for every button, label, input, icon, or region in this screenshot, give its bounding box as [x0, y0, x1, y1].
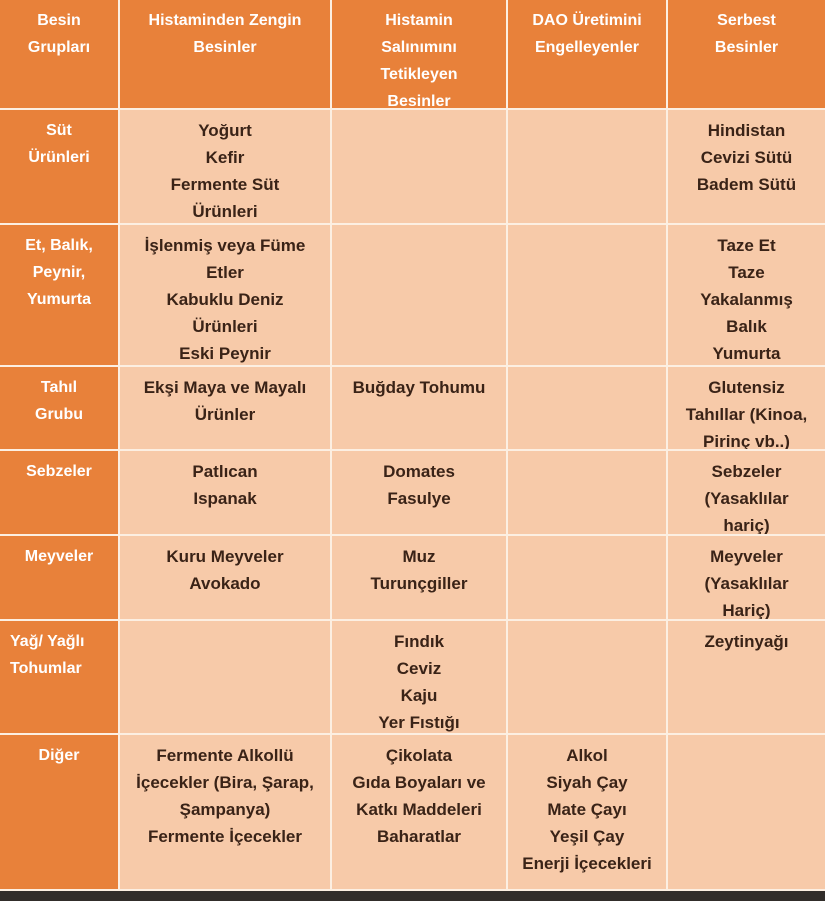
body-cell-row3-col3 — [332, 367, 508, 451]
cell-line: Çikolata — [385, 746, 453, 765]
body-cell-row2-col3 — [332, 225, 508, 367]
cell-line: Ceviz — [396, 659, 442, 678]
body-cell-row4-col5 — [668, 451, 825, 536]
cell-line: Kefir — [205, 148, 245, 167]
cell-line: Kaju — [400, 686, 438, 705]
cell-line: Grupları — [27, 39, 91, 56]
group-cell-row3 — [0, 367, 120, 451]
body-cell-row7-col2 — [120, 735, 332, 891]
table-bottom-edge — [0, 891, 825, 901]
cell-line: Eski Peynir — [179, 344, 271, 363]
cell-line: Cevizi Sütü — [700, 148, 793, 167]
body-cell-row1-col2 — [120, 110, 332, 225]
cell-line: Ürünleri — [192, 317, 258, 336]
group-cell-row6 — [0, 621, 120, 735]
cell-line: Sebzeler — [711, 462, 782, 481]
cell-line: Kabuklu Deniz — [166, 290, 284, 309]
cell-line: Fermente Alkollü — [156, 746, 294, 765]
cell-line: Mate Çayı — [547, 800, 627, 819]
body-cell-row5-col4 — [508, 536, 668, 621]
cell-line: DAO Üretimini — [532, 12, 642, 29]
cell-line: Besinler — [193, 39, 257, 56]
cell-line: Patlıcan — [192, 462, 258, 481]
cell-line: Ürünleri — [28, 149, 90, 166]
cell-line: Zeytinyağı — [704, 632, 789, 651]
cell-line: Peynir, — [32, 264, 86, 281]
group-cell-row7 — [0, 735, 120, 891]
cell-line: (Yasaklılar — [704, 574, 789, 593]
cell-line: Şampanya) — [179, 800, 271, 819]
cell-line: Yer Fıstığı — [378, 713, 460, 732]
cell-line: Süt — [46, 122, 72, 139]
cell-line: Besin — [37, 12, 81, 29]
cell-line: Badem Sütü — [696, 175, 797, 194]
group-cell-row1 — [0, 110, 120, 225]
body-cell-row3-col4 — [508, 367, 668, 451]
cell-line: Yeşil Çay — [549, 827, 625, 846]
body-cell-row7-col4 — [508, 735, 668, 891]
cell-line: Baharatlar — [376, 827, 462, 846]
cell-line: Tahıl — [40, 379, 78, 396]
body-cell-row4-col4 — [508, 451, 668, 536]
header-cell-col5 — [668, 0, 825, 110]
cell-line: Domates — [383, 462, 455, 481]
cell-line: Yağ/ Yağlı — [10, 633, 85, 650]
body-cell-row2-col4 — [508, 225, 668, 367]
body-cell-row3-col2 — [120, 367, 332, 451]
cell-line: Ekşi Maya ve Mayalı — [143, 378, 307, 397]
cell-line: Glutensiz — [708, 378, 785, 397]
cell-line: Katkı Maddeleri — [356, 800, 482, 819]
cell-line: Gıda Boyaları ve — [352, 773, 486, 792]
body-cell-row1-col4 — [508, 110, 668, 225]
cell-line: Turunçgiller — [370, 574, 468, 593]
body-cell-row2-col5 — [668, 225, 825, 367]
body-cell-row4-col3 — [332, 451, 508, 536]
cell-line: Avokado — [189, 574, 261, 593]
cell-line: Ispanak — [193, 489, 257, 508]
cell-line: Meyveler — [710, 547, 783, 566]
cell-line: Siyah Çay — [546, 773, 628, 792]
cell-line: Salınımını — [381, 39, 457, 56]
cell-line: Fermente Süt — [170, 175, 280, 194]
header-cell-col1 — [0, 0, 120, 110]
cell-line: Fasulye — [387, 489, 451, 508]
cell-line: Tahıllar (Kinoa, — [685, 405, 808, 424]
cell-line: Tohumlar — [10, 660, 82, 677]
cell-line: Etler — [206, 263, 244, 282]
cell-line: Balık — [726, 317, 767, 336]
cell-line: Taze — [728, 263, 765, 282]
body-cell-row4-col2 — [120, 451, 332, 536]
cell-line: Engelleyenler — [534, 39, 640, 56]
cell-line: Tetikleyen — [380, 66, 458, 83]
cell-line: Alkol — [566, 746, 608, 765]
cell-line: Histamin — [385, 12, 453, 29]
cell-line: Grubu — [35, 406, 83, 423]
cell-line: Hindistan — [707, 121, 786, 140]
header-cell-col2 — [120, 0, 332, 110]
cell-line: Muz — [402, 547, 436, 566]
cell-line: Hariç) — [722, 601, 771, 620]
group-cell-row4 — [0, 451, 120, 536]
cell-line: Yumurta — [712, 344, 781, 363]
cell-line: Yoğurt — [198, 121, 252, 140]
cell-line: Pirinç vb..) — [703, 432, 790, 451]
cell-line: Yakalanmış — [700, 290, 793, 309]
cell-line: İçecekler (Bira, Şarap, — [136, 773, 314, 792]
cell-line: Yumurta — [26, 291, 91, 308]
cell-line: Meyveler — [24, 548, 94, 565]
body-cell-row6-col5 — [668, 621, 825, 735]
header-cell-col4 — [508, 0, 668, 110]
body-cell-row6-col4 — [508, 621, 668, 735]
cell-line: İşlenmiş veya Füme — [144, 236, 306, 255]
header-cell-col3 — [332, 0, 508, 110]
body-cell-row6-col3 — [332, 621, 508, 735]
cell-line: (Yasaklılar — [704, 489, 789, 508]
cell-line: Enerji İçecekleri — [522, 854, 652, 873]
cell-line: Histaminden Zengin — [148, 12, 302, 29]
body-cell-row3-col5 — [668, 367, 825, 451]
cell-line: Serbest — [717, 12, 776, 29]
body-cell-row1-col5 — [668, 110, 825, 225]
body-cell-row5-col5 — [668, 536, 825, 621]
body-cell-row6-col2 — [120, 621, 332, 735]
body-cell-row7-col5 — [668, 735, 825, 891]
body-cell-row7-col3 — [332, 735, 508, 891]
cell-line: Fındık — [393, 632, 445, 651]
cell-line: hariç) — [723, 516, 770, 535]
cell-line: Buğday Tohumu — [352, 378, 486, 397]
body-cell-row2-col2 — [120, 225, 332, 367]
cell-line: Ürünleri — [192, 202, 258, 221]
body-cell-row5-col2 — [120, 536, 332, 621]
cell-line: Et, Balık, — [25, 237, 93, 254]
cell-line: Taze Et — [717, 236, 776, 255]
cell-line: Diğer — [38, 747, 80, 764]
cell-line: Fermente İçecekler — [147, 827, 303, 846]
group-cell-row5 — [0, 536, 120, 621]
cell-line: Besinler — [387, 93, 451, 110]
group-cell-row2 — [0, 225, 120, 367]
body-cell-row5-col3 — [332, 536, 508, 621]
body-cell-row1-col3 — [332, 110, 508, 225]
cell-line: Besinler — [714, 39, 779, 56]
cell-line: Sebzeler — [26, 463, 92, 480]
cell-line: Kuru Meyveler — [166, 547, 284, 566]
cell-line: Ürünler — [194, 405, 256, 424]
